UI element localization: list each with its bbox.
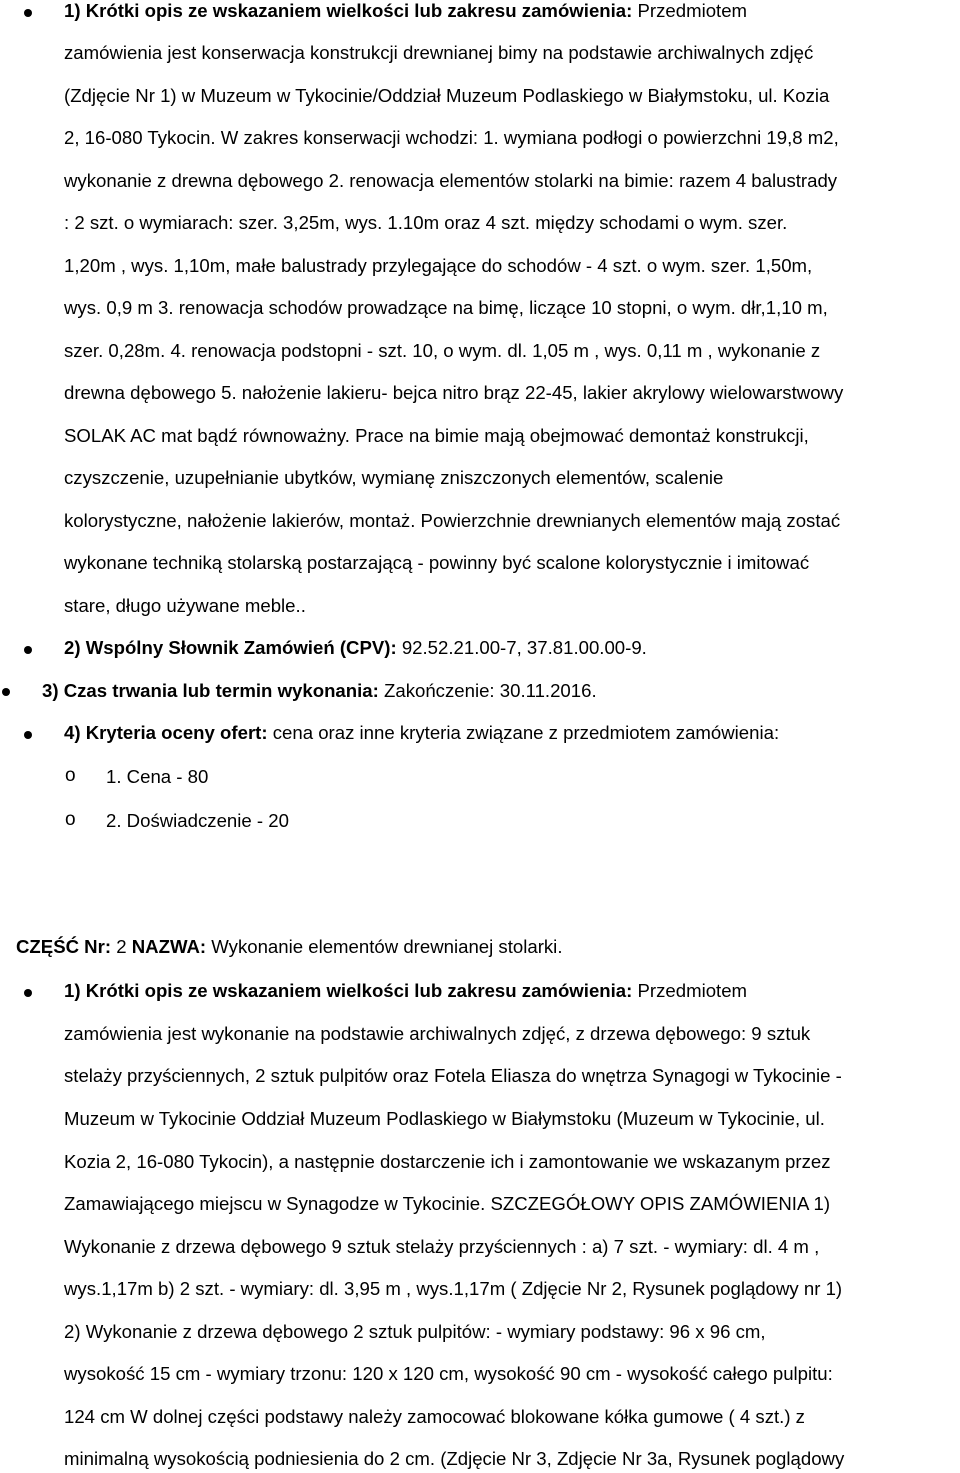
paragraph-line: 2, 16-080 Tykocin. W zakres konserwacji wchodzi: 1. wymiana podłogi o powierzchni 19,8 m2, bbox=[64, 127, 839, 148]
paragraph-line: wykonane techniką stolarską postarzającą - powinny być scalone kolorystycznie i imitować bbox=[64, 552, 810, 573]
paragraph-line: szer. 0,28m. 4. renowacja podstopni - szt. 10, o wym. dl. 1,05 m , wys. 0,11 m , wykonanie z bbox=[64, 340, 821, 361]
paragraph-line: zamówienia jest wykonanie na podstawie archiwalnych zdjęć, z drzewa dębowego: 9 sztuk bbox=[64, 1023, 811, 1044]
paragraph-line: Wykonanie z drzewa dębowego 9 sztuk stelaży przyściennych : a) 7 szt. - wymiary: dl. 4 m , bbox=[64, 1236, 820, 1257]
paragraph-line: Zamawiającego miejscu w Synagodze w Tykocinie. SZCZEGÓŁOWY OPIS ZAMÓWIENIA 1) bbox=[64, 1193, 831, 1214]
criteria-line: 4) Kryteria oceny ofert: cena oraz inne kryteria związane z przedmiotem zamówienia: bbox=[64, 722, 780, 743]
cpv-line: 2) Wspólny Słownik Zamówień (CPV): 92.52.21.00-7, 37.81.00.00-9. bbox=[64, 637, 647, 658]
paragraph-line: czyszczenie, uzupełnianie ubytków, wymianę zniszczonych elementów, scalenie bbox=[64, 467, 724, 488]
part-heading: CZĘŚĆ Nr: 2 NAZWA: Wykonanie elementów drewnianej stolarki. bbox=[16, 936, 563, 957]
bullet-icon bbox=[24, 731, 32, 739]
deadline-line: 3) Czas trwania lub termin wykonania: Zakończenie: 30.11.2016. bbox=[42, 680, 597, 701]
paragraph-line: wysokość 15 cm - wymiary trzonu: 120 x 120 cm, wysokość 90 cm - wysokość całego pulpitu: bbox=[64, 1363, 833, 1384]
bullet-icon bbox=[24, 646, 32, 654]
paragraph-line: wykonanie z drewna dębowego 2. renowacja elementów stolarki na bimie: razem 4 balustrady bbox=[64, 170, 838, 191]
circle-bullet-icon: o bbox=[65, 765, 76, 786]
paragraph-line: : 2 szt. o wymiarach: szer. 3,25m, wys. 1.10m oraz 4 szt. między schodami o wym. szer. bbox=[64, 212, 788, 233]
paragraph-line: 1) Krótki opis ze wskazaniem wielkości lub zakresu zamówienia: Przedmiotem bbox=[64, 980, 748, 1001]
paragraph-line: stelaży przyściennych, 2 sztuk pulpitów oraz Fotela Eliasza do wnętrza Synagogi w Tykocinie - bbox=[64, 1065, 842, 1086]
paragraph-line: 124 cm W dolnej części podstawy należy zamocować blokowane kółka gumowe ( 4 szt.) z bbox=[64, 1406, 805, 1427]
bullet-icon bbox=[24, 9, 32, 17]
paragraph-line: Kozia 2, 16-080 Tykocin), a następnie dostarczenie ich i zamontowanie we wskazanym przez bbox=[64, 1151, 831, 1172]
paragraph-line: zamówienia jest konserwacja konstrukcji drewnianej bimy na podstawie archiwalnych zdjęć bbox=[64, 42, 814, 63]
criterion-item: 1. Cena - 80 bbox=[106, 766, 209, 787]
bullet-icon bbox=[2, 688, 10, 696]
paragraph-line: 1) Krótki opis ze wskazaniem wielkości lub zakresu zamówienia: Przedmiotem bbox=[64, 0, 748, 21]
paragraph-line: 1,20m , wys. 1,10m, małe balustrady przylegające do schodów - 4 szt. o wym. szer. 1,50m, bbox=[64, 255, 813, 276]
paragraph-line: Muzeum w Tykocinie Oddział Muzeum Podlaskiego w Białymstoku (Muzeum w Tykocinie, ul. bbox=[64, 1108, 825, 1129]
paragraph-line: stare, długo używane meble.. bbox=[64, 595, 306, 616]
paragraph-line: wys. 0,9 m 3. renowacja schodów prowadzące na bimę, liczące 10 stopni, o wym. dłr,1,10 m, bbox=[64, 297, 828, 318]
item-label: 1) Krótki opis ze wskazaniem wielkości lub zakresu zamówienia: bbox=[64, 0, 633, 21]
criterion-item: 2. Doświadczenie - 20 bbox=[106, 810, 289, 831]
paragraph-line: 2) Wykonanie z drzewa dębowego 2 sztuk pulpitów: - wymiary podstawy: 96 x 96 cm, bbox=[64, 1321, 766, 1342]
paragraph-line: minimalną wysokością podniesienia do 2 cm. (Zdjęcie Nr 3, Zdjęcie Nr 3a, Rysunek poglądowy bbox=[64, 1448, 845, 1469]
circle-bullet-icon: o bbox=[65, 809, 76, 830]
paragraph-line: drewna dębowego 5. nałożenie lakieru- bejca nitro brąz 22-45, lakier akrylowy wielowarstwowy bbox=[64, 382, 844, 403]
paragraph-line: kolorystyczne, nałożenie lakierów, montaż. Powierzchnie drewnianych elementów mają zostać bbox=[64, 510, 841, 531]
paragraph-line: (Zdjęcie Nr 1) w Muzeum w Tykocinie/Oddział Muzeum Podlaskiego w Białymstoku, ul. Kozia bbox=[64, 85, 830, 106]
bullet-icon bbox=[24, 989, 32, 997]
paragraph-line: SOLAK AC mat bądź równoważny. Prace na bimie mają obejmować demontaż konstrukcji, bbox=[64, 425, 809, 446]
paragraph-line: wys.1,17m b) 2 szt. - wymiary: dl. 3,95 m , wys.1,17m ( Zdjęcie Nr 2, Rysunek poglądowy nr 1) bbox=[64, 1278, 843, 1299]
